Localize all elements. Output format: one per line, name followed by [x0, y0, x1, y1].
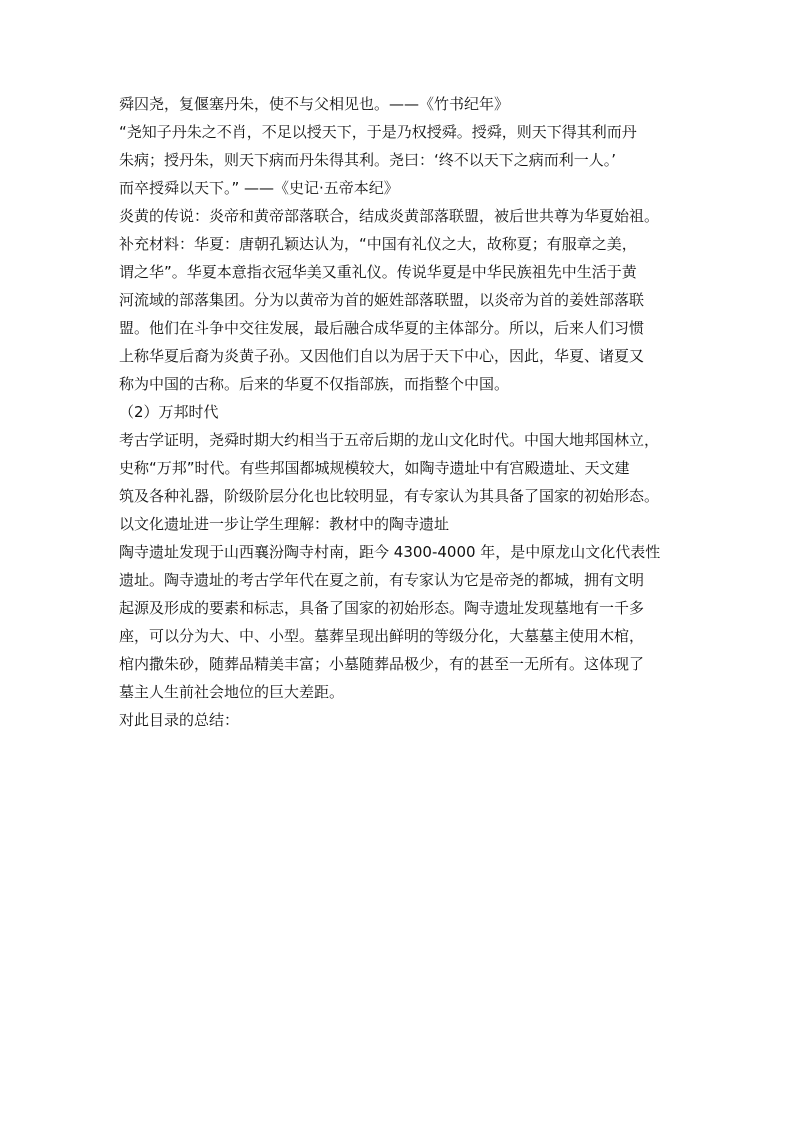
text-line: 史称“万邦”时代。有些邦国都城规模较大，如陶寺遗址中有宫殿遗址、天文建 [119, 459, 630, 477]
text-line: 对此目录的总结： [119, 711, 240, 729]
text-line: 河流域的部落集团。分为以黄帝为首的姬姓部落联盟，以炎帝为首的姜姓部落联 [119, 291, 645, 309]
text-line: 而卒授舜以天下。” ——《史记·五帝本纪》 [119, 179, 399, 197]
text-line: 补充材料：华夏：唐朝孔颖达认为，“中国有礼仪之大，故称夏；有服章之美， [119, 235, 637, 253]
text-line: 盟。他们在斗争中交往发展，最后融合成华夏的主体部分。所以，后来人们习惯 [119, 319, 645, 337]
text-line: 陶寺遗址发现于山西襄汾陶寺村南，距今 4300-4000 年，是中原龙山文化代表性 [119, 543, 661, 561]
text-line: 遗址。陶寺遗址的考古学年代在夏之前，有专家认为它是帝尧的都城，拥有文明 [119, 571, 645, 589]
section-heading: （2）万邦时代 [119, 403, 219, 421]
text-line: 朱病；授丹朱，则天下病而丹朱得其利。尧曰：‘终不以天下之病而利一人。’ [119, 151, 617, 169]
text-line: 上称华夏后裔为炎黄子孙。又因他们自以为居于天下中心，因此，华夏、诸夏又 [119, 347, 645, 365]
text-line: 棺内撒朱砂，随葬品精美丰富；小墓随葬品极少，有的甚至一无所有。这体现了 [119, 655, 645, 673]
text-line: 称为中国的古称。后来的华夏不仅指部族，而指整个中国。 [119, 375, 510, 393]
text-line: 考古学证明，尧舜时期大约相当于五帝后期的龙山文化时代。中国大地邦国林立， [119, 431, 660, 449]
text-line: “尧知子丹朱之不肖，不足以授天下，于是乃权授舜。授舜，则天下得其利而丹 [119, 123, 637, 141]
text-line: 炎黄的传说：炎帝和黄帝部落联合，结成炎黄部落联盟，被后世共尊为华夏始祖。 [119, 207, 660, 225]
text-line: 舜囚尧，复偃塞丹朱，使不与父相见也。——《竹书纪年》 [119, 95, 510, 113]
text-line: 谓之华”。华夏本意指衣冠华美又重礼仪。传说华夏是中华民族祖先中生活于黄 [119, 263, 637, 281]
text-line: 座，可以分为大、中、小型。墓葬呈现出鲜明的等级分化，大墓墓主使用木棺， [119, 627, 645, 645]
document-body [119, 90, 679, 734]
text-line: 以文化遗址进一步让学生理解：教材中的陶寺遗址 [119, 515, 450, 533]
text-line: 筑及各种礼器，阶级阶层分化也比较明显，有专家认为其具备了国家的初始形态。 [119, 487, 660, 505]
text-line: 墓主人生前社会地位的巨大差距。 [119, 683, 345, 701]
text-line: 起源及形成的要素和标志，具备了国家的初始形态。陶寺遗址发现墓地有一千多 [119, 599, 645, 617]
